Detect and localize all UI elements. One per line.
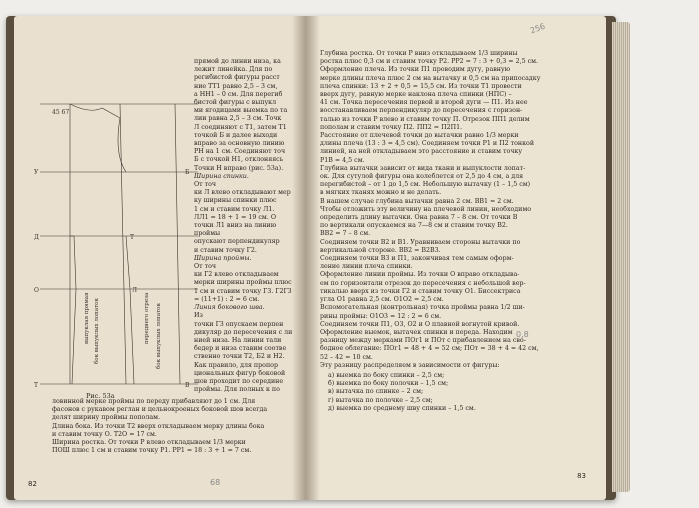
right-page [306,16,606,500]
text-line: ки Г2 влево откладываем [194,271,279,279]
text-line: ку ширины спинки плюс [194,197,277,205]
text-line: От точ [194,181,217,189]
text-line: ВВ2 = 7 – 8 см. [320,230,371,238]
open-book [6,16,616,500]
text-line: Глубина ростка. От точки Р вниз откладываем 1/3 ширины [320,50,518,57]
text-line: точкой Б и далее выходи [194,131,278,139]
text-line: Р1В = 4,5 см. [320,156,365,164]
left-bottom-text [52,398,298,455]
text-line: Глубина вытачки зависит от вида ткани и выпуклости лопат- [320,164,526,172]
text-line: От точ [194,263,217,271]
text-line: разницу между мерками ПОг1 и ПОт с прибавлением на сво- [320,337,526,345]
text-line: фасонов с рукавом реглан и цельнокроеных боковой шов всегда [52,406,268,414]
back-seam [70,236,76,384]
text-line: ми ягодицами выемка по та [194,107,288,115]
text-line: рины проймы: О1О3 = 12 : 2 = 6 см. [320,312,442,320]
distribution-list [328,372,596,413]
vertical-label-3: переднего отреза [144,292,150,344]
text-line: Соединяем точки П1, О3, О2 и О плавной вогнутой кривой. [320,320,520,328]
text-line: ки Л влево откладывают мер [194,189,291,197]
text-line: Вспомогательная (контрольная) точка проймы равна 1/2 ши- [320,304,525,312]
text-line: РН на 1 см. Соединяют точ [194,148,286,156]
text-line: Эту разницу распределяем в зависимости от фигуры: [320,361,500,369]
label-top-left: 45 67 [52,109,70,116]
vertical-label-4: бок выпуклых лопаток [156,303,162,369]
left-column-text [194,58,296,394]
text-line: 52 – 42 = 10 см. [320,353,373,361]
text-line: и ставим точку О. Т2О = 17 см. [52,430,157,438]
vertical-label-1: выпуклая прямая [84,292,90,344]
text-line: Чтобы отложить эту величину на плечевой линии, необходимо [320,205,532,213]
label-m2: Л [132,287,138,294]
front-line [175,104,180,384]
text-line: Соединяем точки В2 и В1. Уравниваем стороны вытачки по [320,238,521,246]
text-line: проймы. Для полных к по [194,386,280,394]
text-line: восстанавливаем перпендикуляр до пересечения с горизон- [320,107,523,115]
label-m3: Б [185,169,190,176]
text-line: вертикальной стороне. ВВ2 = В2В3. [320,246,441,254]
text-line: ок. Для сутулой фигуры она колеблется от 2,5 до 4 см, а для [320,173,524,181]
label-l3: О [34,287,39,294]
left-page-number: 82 [28,480,37,488]
vertical-label-2: бок выпуклых лопаток [94,298,100,364]
text-line: Расстояние от плечевой точки до вытачки равно 1/3 мерки [320,132,519,140]
text-line: вверх дугу, равную мерке наклона плеча спинки (НПС) – [320,91,512,99]
left-page [14,16,306,500]
text-line: точки Л1 вниз на линию проймы [194,222,277,238]
section-heading: Ширина спинки. [194,172,249,180]
text-line: Точки Н вправо (рис. 53а). [194,164,284,172]
text-line: бистой фигуры с выпукл [194,99,277,107]
side-seam-line [120,104,126,384]
page-edges [612,22,630,492]
text-line: дикуляр до пересечения с ли [194,328,293,336]
text-line: лии равна 2,5 – 3 см. Точк [194,115,282,123]
armhole-curve [118,118,126,172]
text-line: тикалью вверх из точки Г2 и ставим точку О1. Биссектриса [320,287,521,295]
text-line: регибистой фигуры расст [194,74,280,82]
text-line: Из [194,312,203,320]
text-line: угла О1 равна 2,5 см. О1О2 = 2,5 см. [320,296,444,304]
text-line: а НН1 – 0 см. Для перегиб [194,90,283,98]
text-line: ростка плюс 0,3 см и ставим точку Р2. РР2 = 7 : 3 + 0,3 = 2,5 см. [320,58,539,66]
text-line: Ширина ростка. От точки Р влево откладываем 1/3 мерки [52,439,246,447]
text-line: циональных фигур боковой [194,369,286,377]
text-line: ЛЛ1 = 18 + 1 = 19 см. О [194,213,276,221]
text-line: шов проходит по середине [194,377,284,385]
text-line: ственно точки Т2, Б2 и Н2. [194,353,285,361]
label-m1: Т [130,234,135,241]
text-line: г) вытачка по полочке – 2,5 см; [328,396,433,404]
text-line: мерке длины плеча плюс 2 см на вытачку и 0,5 см на припосадку [320,74,541,82]
text-line: 1 см и ставим точку Г3. Г2Г3 [194,287,292,295]
text-line: линией, на ней откладываем это расстояние и ставим точку [320,148,523,156]
text-line: Оформление линии проймы. Из точки О вправо откладыва- [320,271,520,279]
section-heading: Линия бокового шва. [194,304,265,312]
text-line: Длина бока. Из точки Т2 вверх откладываем мерку длины бока [52,422,265,430]
text-line: д) выемка по среднему шву спинки – 1,5 см. [328,404,476,412]
section-heading: Ширина проймы. [194,254,252,262]
right-page-number: 83 [577,472,586,480]
pencil-mark-left: 68 [210,478,221,487]
pattern-figure-53a [30,94,200,394]
text-line: а) выемка по боку спинки – 2,5 см; [328,371,445,379]
text-line: перегибистой – от 1 до 1,5 см. Небольшую вытачку (1 – 1,5 см) [320,181,531,189]
pencil-mark-top: 256 [528,21,547,36]
text-line: бодное облегание: ПОг1 = 48 + 4 = 52 см; ПОт = 38 + 4 = 42 см, [320,345,539,353]
figure-caption: Рис. 53а [86,392,115,400]
text-line: делят ширину проймы пополам. [52,414,161,422]
text-line: Оформление выемок, вытачек спинки и переда. Находим [320,328,513,336]
text-line: = (11+1) : 2 = 6 см. [194,295,260,303]
text-line: талью из точки Р влево и ставим точку П. Отрезок ПП1 делим [320,115,530,123]
text-line: лежит линейка. Для по [194,66,273,74]
right-column-text [320,50,596,413]
text-line: ем по горизонтали отрезок до пересечения с небольшой вер- [320,279,526,287]
text-line: пополам и ставим точку П2. ПП2 = П2П1. [320,123,463,131]
label-l1: У [34,169,39,176]
text-line: б) выемка по боку полочки – 1,5 см; [328,380,449,388]
text-line: прямой до линии низа, ка [194,58,281,65]
text-line: длины плеча (13 : 3 = 4,5 см). Соединяем точки Р1 и П2 тонкой [320,140,535,148]
text-line: Соединяем точки В3 и П1, закончивая тем самым оформ- [320,255,514,263]
label-l4: Т [34,382,39,389]
text-line: в мягких тканях можно и не делать. [320,189,442,197]
text-line: вправо за основную линию [194,140,285,148]
text-line: Как правило, для пропор [194,361,278,369]
text-line: В нашем случае глубина вытачки равна 2 см. ВВ1 = 2 см. [320,197,514,205]
text-line: определить длину вытачки. Она равна 7 – 8 см. От точки В [320,214,518,222]
text-line: точки Г3 опускаем перпен [194,320,284,328]
text-line: и ставим точку Г2. [194,246,257,254]
text-line: ние ТТ1 равно 2,5 – 3 см, [194,82,278,90]
text-line: в) вытачка по спинке – 2 см; [328,388,424,396]
side-curve [126,236,134,384]
text-line: Б с точкой Н1, отклоняясь [194,156,284,164]
text-line: ПОШ плюс 1 см и ставим точку Р1. РР1 = 18 : 3 + 1 = 7 см. [52,447,252,455]
text-line: Л соединяют с Т1, затем Т1 [194,123,287,131]
text-line: плеча спинки: 13 + 2 + 0,5 = 15,5 см. Из точки Т1 провести [320,82,522,90]
text-line: опускают перпендикуляр [194,238,280,246]
text-line: мерки ширины проймы плюс [194,279,292,287]
text-line: ление линии плеча спинки. [320,263,413,271]
text-line: бедер и низа ставим соотве [194,345,287,353]
text-line: Оформление плеча. Из точки П1 проводим дугу, равную [320,66,511,74]
text-line: 41 см. Точка пересечения первой и второй дуги — П1. Из нее [320,99,528,107]
text-line: нией низа. На линии тали [194,336,282,344]
text-line: по вертикали опускаемся на 7—8 см и ставим точку В2. [320,222,508,230]
label-m4: В [185,382,190,389]
label-l2: Д [34,234,39,241]
shoulder-curve [70,104,120,118]
text-line: 1 см и ставим точку Л1. [194,205,275,213]
pencil-mark-mid: 0,8 [516,330,529,339]
text-line: ловинной мерке проймы по переду прибавляют до 1 см. Для [52,398,256,405]
